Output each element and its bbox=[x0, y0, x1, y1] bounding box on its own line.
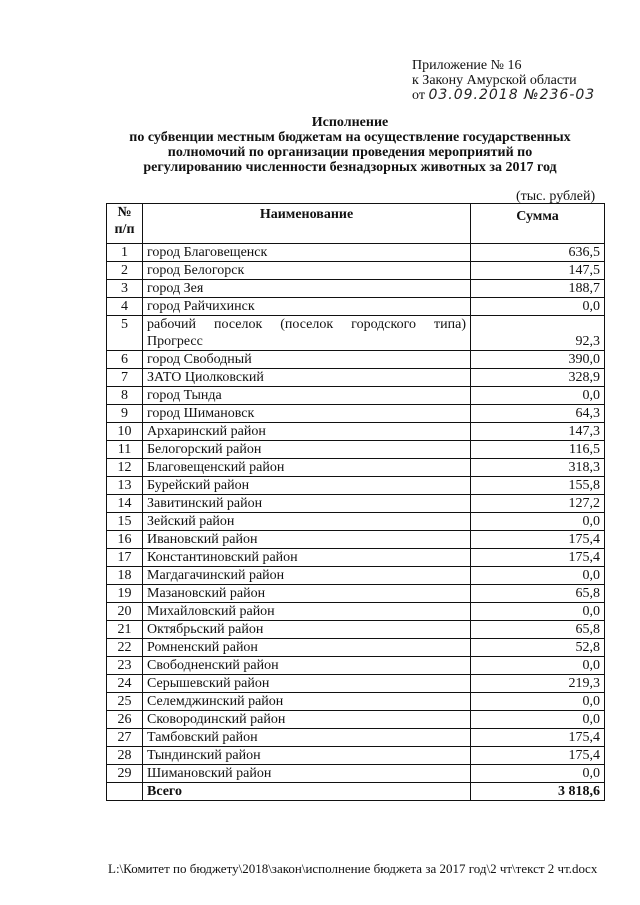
row-name: Магдагачинский район bbox=[143, 567, 471, 585]
row-number: 22 bbox=[107, 639, 143, 657]
title-line-4: регулированию численности безнадзорных животных за 2017 год bbox=[143, 160, 557, 175]
table-row bbox=[107, 423, 605, 441]
table-row bbox=[107, 298, 605, 316]
row-name: Ивановский район bbox=[143, 531, 471, 549]
table-row bbox=[107, 657, 605, 675]
row-name: Завитинский район bbox=[143, 495, 471, 513]
document-title bbox=[100, 115, 600, 130]
row-name: Тындинский район bbox=[143, 747, 471, 765]
total-empty-cell bbox=[107, 783, 143, 801]
row-name: Шимановский район bbox=[143, 765, 471, 783]
row-number: 13 bbox=[107, 477, 143, 495]
table-row bbox=[107, 567, 605, 585]
budget-table bbox=[106, 203, 605, 801]
row-name: Селемджинский район bbox=[143, 693, 471, 711]
row-sum: 0,0 bbox=[471, 567, 605, 585]
row-name: Мазановский район bbox=[143, 585, 471, 603]
appendix-law: к Закону Амурской области bbox=[412, 73, 577, 88]
row-sum: 175,4 bbox=[471, 531, 605, 549]
row-sum: 219,3 bbox=[471, 675, 605, 693]
appendix-number: Приложение № 16 bbox=[412, 58, 522, 73]
table-row bbox=[107, 316, 605, 351]
table-row bbox=[107, 549, 605, 567]
row-number: 10 bbox=[107, 423, 143, 441]
row-number: 15 bbox=[107, 513, 143, 531]
table-row bbox=[107, 387, 605, 405]
table-row bbox=[107, 441, 605, 459]
header-sum: Сумма bbox=[471, 204, 605, 244]
table-header-row bbox=[107, 204, 605, 244]
row-sum: 390,0 bbox=[471, 351, 605, 369]
row-name: рабочий поселок (поселок городского типа) Прогресс bbox=[143, 316, 471, 351]
row-name: Зейский район bbox=[143, 513, 471, 531]
row-number: 20 bbox=[107, 603, 143, 621]
row-number: 8 bbox=[107, 387, 143, 405]
table-row bbox=[107, 765, 605, 783]
row-sum: 65,8 bbox=[471, 585, 605, 603]
row-sum: 175,4 bbox=[471, 729, 605, 747]
row-number: 7 bbox=[107, 369, 143, 387]
total-sum: 3 818,6 bbox=[471, 783, 605, 801]
row-number: 9 bbox=[107, 405, 143, 423]
row-number: 2 bbox=[107, 262, 143, 280]
appendix-date-prefix: от bbox=[412, 88, 425, 103]
row-name: город Райчихинск bbox=[143, 298, 471, 316]
row-name: Михайловский район bbox=[143, 603, 471, 621]
row-sum: 188,7 bbox=[471, 280, 605, 298]
table-row bbox=[107, 369, 605, 387]
row-sum: 147,5 bbox=[471, 262, 605, 280]
row-name: город Зея bbox=[143, 280, 471, 298]
row-sum: 636,5 bbox=[471, 244, 605, 262]
row-number: 16 bbox=[107, 531, 143, 549]
header-number-line2: п/п bbox=[114, 222, 135, 237]
row-name: город Тында bbox=[143, 387, 471, 405]
table-row bbox=[107, 729, 605, 747]
row-sum: 0,0 bbox=[471, 711, 605, 729]
row-sum: 127,2 bbox=[471, 495, 605, 513]
table-row bbox=[107, 495, 605, 513]
row-number: 21 bbox=[107, 621, 143, 639]
table-row bbox=[107, 693, 605, 711]
row-sum: 0,0 bbox=[471, 387, 605, 405]
row-name: Благовещенский район bbox=[143, 459, 471, 477]
table-row bbox=[107, 531, 605, 549]
row-name: Сковородинский район bbox=[143, 711, 471, 729]
header-number bbox=[107, 204, 143, 244]
table-row bbox=[107, 621, 605, 639]
row-name: Бурейский район bbox=[143, 477, 471, 495]
row-name: Ромненский район bbox=[143, 639, 471, 657]
row-name: город Шимановск bbox=[143, 405, 471, 423]
header-number-line1: № bbox=[117, 205, 132, 220]
title-line-1: Исполнение bbox=[311, 115, 389, 130]
table-row bbox=[107, 477, 605, 495]
header-name: Наименование bbox=[143, 204, 471, 244]
row-sum: 0,0 bbox=[471, 765, 605, 783]
row-sum: 92,3 bbox=[471, 316, 605, 351]
row-sum: 0,0 bbox=[471, 603, 605, 621]
file-path-footer: L:\Комитет по бюджету\2018\закон\исполнение бюджета за 2017 год\2 чт\текст 2 чт.docx bbox=[108, 861, 598, 876]
document-subtitle bbox=[100, 130, 600, 175]
table-row bbox=[107, 244, 605, 262]
row-name: город Свободный bbox=[143, 351, 471, 369]
row-name: город Белогорск bbox=[143, 262, 471, 280]
row-sum: 0,0 bbox=[471, 657, 605, 675]
table-row bbox=[107, 639, 605, 657]
table-row bbox=[107, 675, 605, 693]
table-row bbox=[107, 585, 605, 603]
row-number: 19 bbox=[107, 585, 143, 603]
row-sum: 0,0 bbox=[471, 513, 605, 531]
row-number: 29 bbox=[107, 765, 143, 783]
row-name: Октябрьский район bbox=[143, 621, 471, 639]
table-row bbox=[107, 280, 605, 298]
handwritten-date-number: 03.09.2018 №236-03 bbox=[428, 87, 596, 103]
table-row bbox=[107, 603, 605, 621]
row-name: Тамбовский район bbox=[143, 729, 471, 747]
title-line-2: по субвенции местным бюджетам на осуществление государственных bbox=[129, 130, 571, 145]
row-number: 17 bbox=[107, 549, 143, 567]
row-name: Свободненский район bbox=[143, 657, 471, 675]
table-row bbox=[107, 711, 605, 729]
table-row bbox=[107, 459, 605, 477]
total-row bbox=[107, 783, 605, 801]
row-number: 28 bbox=[107, 747, 143, 765]
row-name: Константиновский район bbox=[143, 549, 471, 567]
total-label: Всего bbox=[143, 783, 471, 801]
row-sum: 52,8 bbox=[471, 639, 605, 657]
row-number: 5 bbox=[107, 316, 143, 351]
row-sum: 328,9 bbox=[471, 369, 605, 387]
row-number: 12 bbox=[107, 459, 143, 477]
row-sum: 116,5 bbox=[471, 441, 605, 459]
row-number: 14 bbox=[107, 495, 143, 513]
row-number: 27 bbox=[107, 729, 143, 747]
table-row bbox=[107, 351, 605, 369]
row-name: ЗАТО Циолковский bbox=[143, 369, 471, 387]
row-number: 6 bbox=[107, 351, 143, 369]
unit-label: (тыс. рублей) bbox=[516, 189, 596, 204]
row-sum: 175,4 bbox=[471, 549, 605, 567]
row-sum: 0,0 bbox=[471, 693, 605, 711]
row-number: 23 bbox=[107, 657, 143, 675]
title-line-3: полномочий по организации проведения мероприятий по bbox=[167, 145, 533, 160]
table-row bbox=[107, 405, 605, 423]
row-sum: 147,3 bbox=[471, 423, 605, 441]
row-sum: 318,3 bbox=[471, 459, 605, 477]
row-name: Архаринский район bbox=[143, 423, 471, 441]
table-row bbox=[107, 513, 605, 531]
row-number: 18 bbox=[107, 567, 143, 585]
row-number: 1 bbox=[107, 244, 143, 262]
row-number: 11 bbox=[107, 441, 143, 459]
row-number: 3 bbox=[107, 280, 143, 298]
row-sum: 155,8 bbox=[471, 477, 605, 495]
row-sum: 65,8 bbox=[471, 621, 605, 639]
table-row bbox=[107, 262, 605, 280]
row-sum: 64,3 bbox=[471, 405, 605, 423]
row-number: 4 bbox=[107, 298, 143, 316]
table-row bbox=[107, 747, 605, 765]
row-number: 26 bbox=[107, 711, 143, 729]
row-sum: 175,4 bbox=[471, 747, 605, 765]
row-name: Серышевский район bbox=[143, 675, 471, 693]
row-number: 25 bbox=[107, 693, 143, 711]
row-name: город Благовещенск bbox=[143, 244, 471, 262]
row-number: 24 bbox=[107, 675, 143, 693]
appendix-block bbox=[412, 58, 595, 103]
row-name: Белогорский район bbox=[143, 441, 471, 459]
appendix-date-line bbox=[412, 88, 595, 103]
row-sum: 0,0 bbox=[471, 298, 605, 316]
